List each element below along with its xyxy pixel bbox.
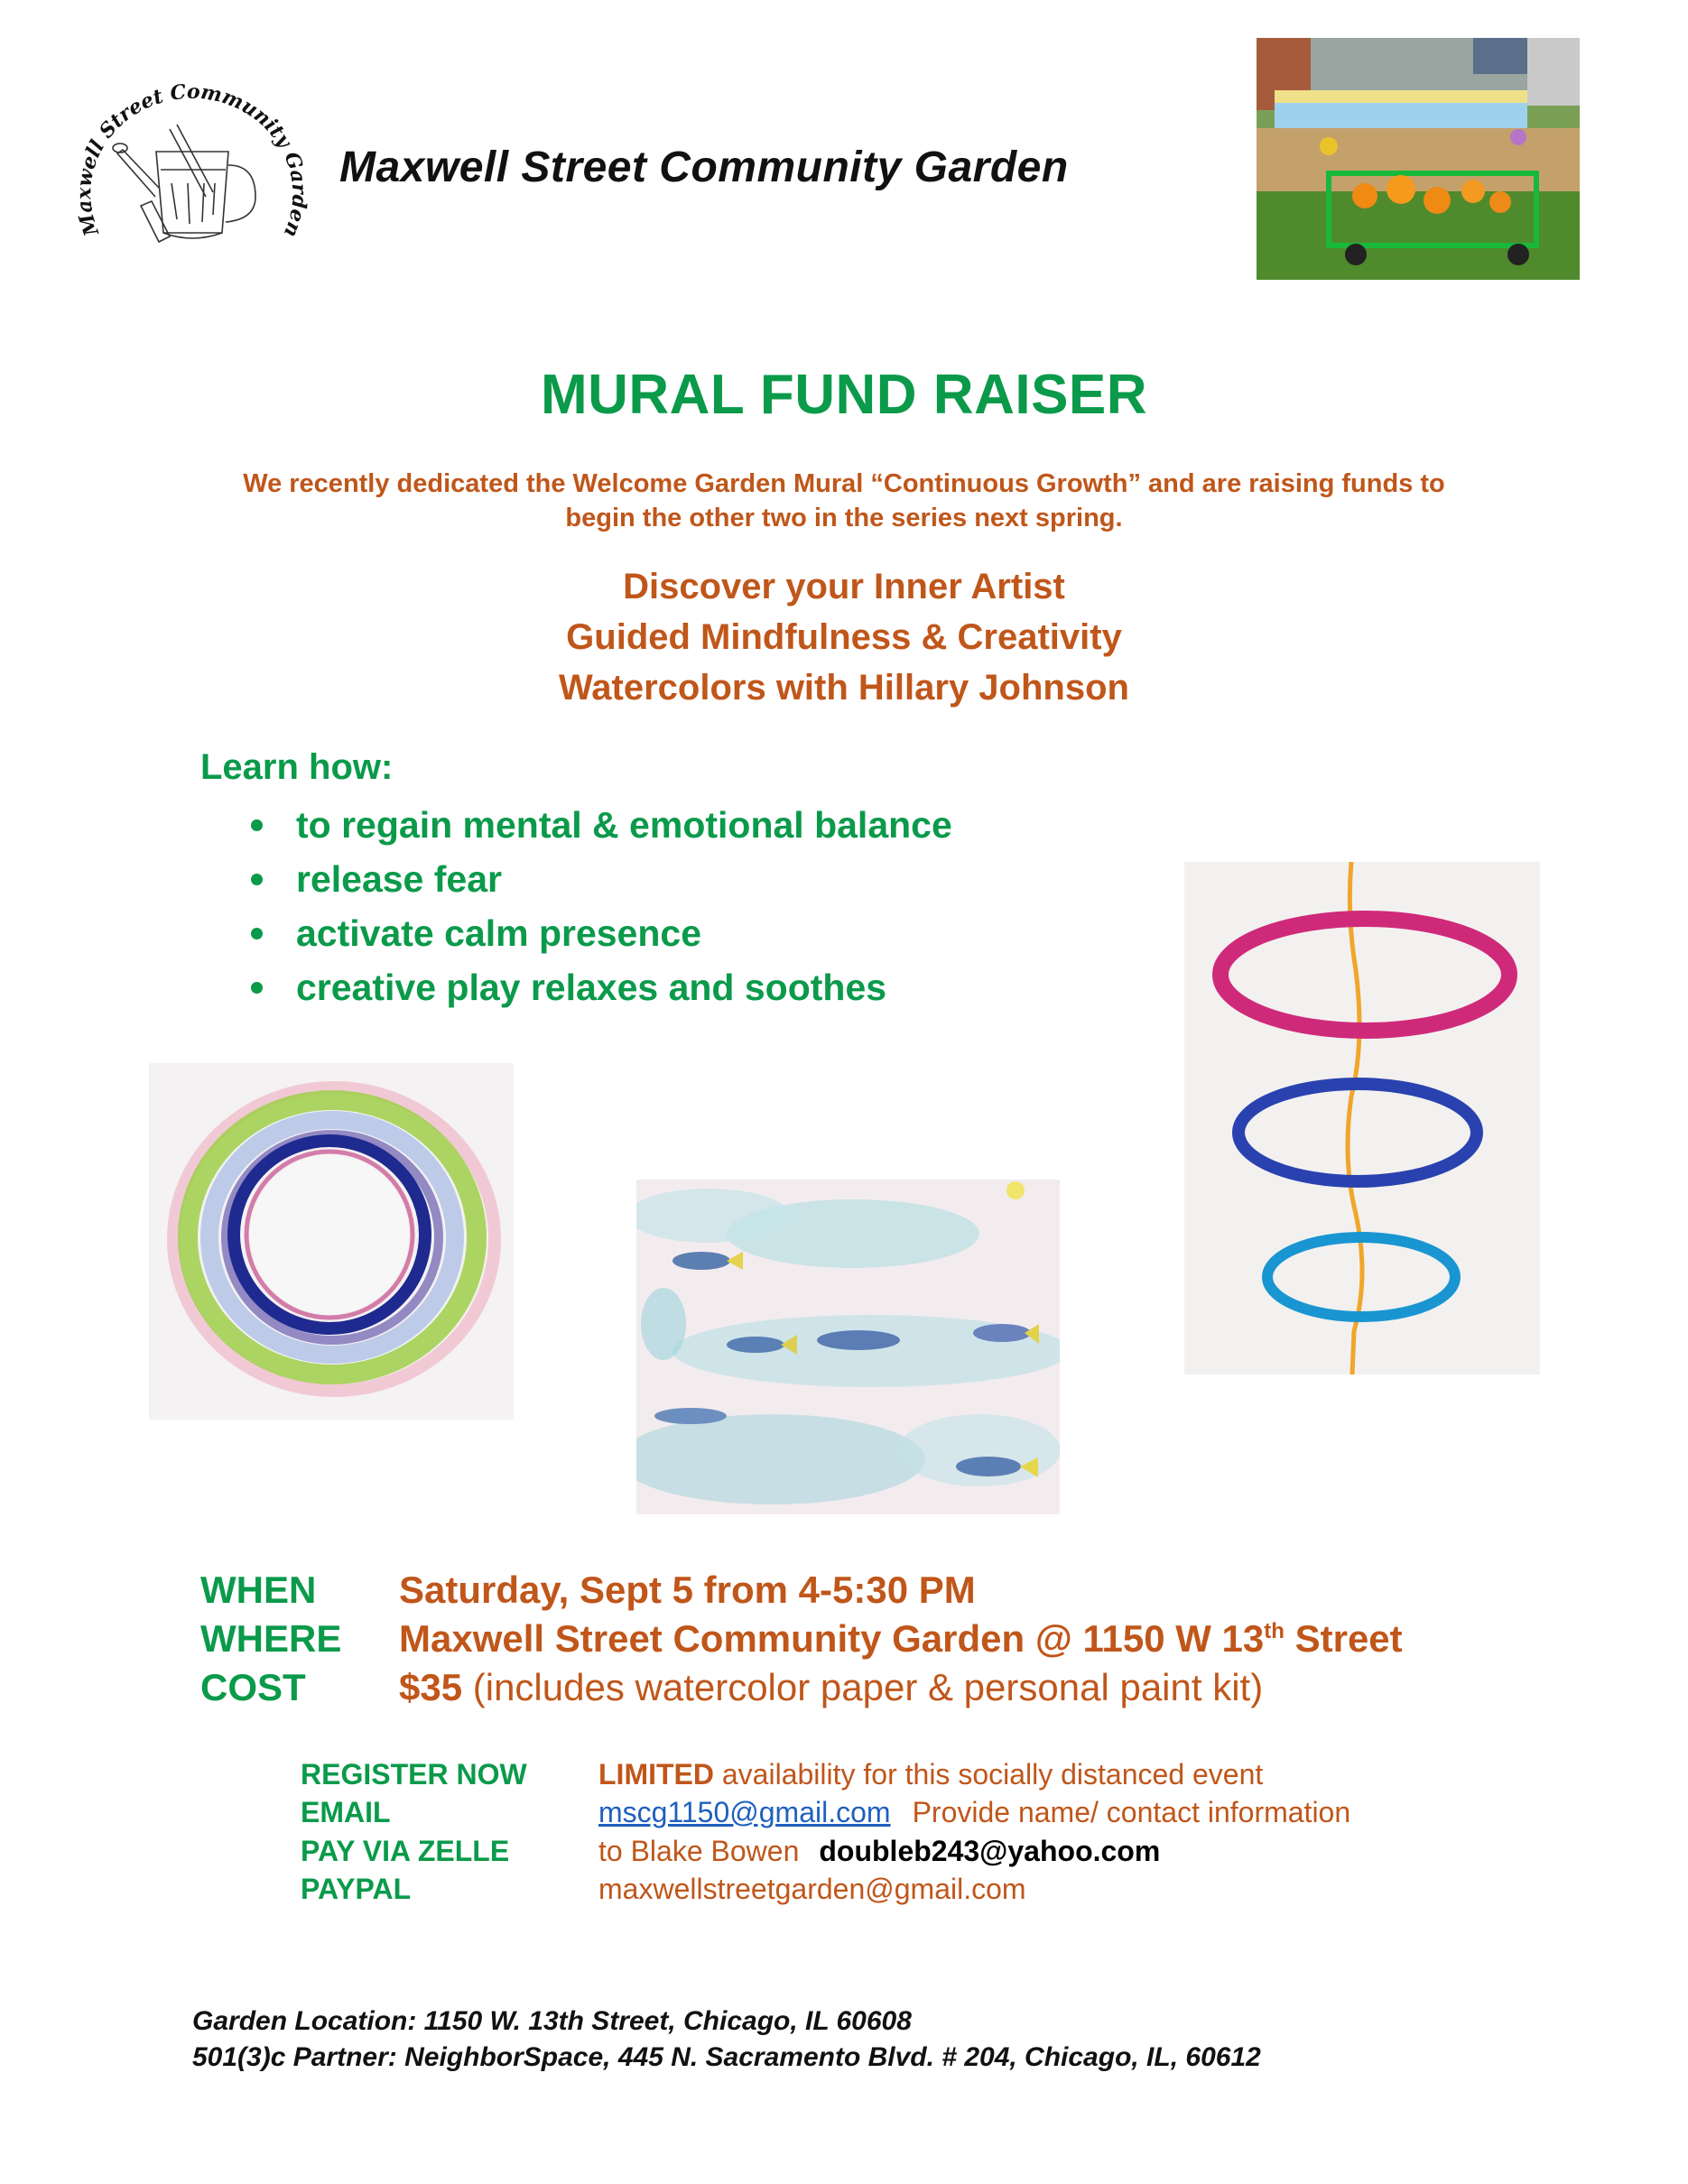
bullet-icon xyxy=(251,928,263,939)
tagline-mindfulness: Guided Mindfulness & Creativity xyxy=(566,617,1122,657)
when-label: WHEN xyxy=(200,1569,317,1611)
bullet-icon xyxy=(251,819,263,831)
footer-partner: 501(3)c Partner: NeighborSpace, 445 N. Sacramento Blvd. # 204, Chicago, IL, 60612 xyxy=(192,2042,1261,2072)
footer-location: Garden Location: 1150 W. 13th Street, Chicago, IL 60608 xyxy=(192,2006,912,2036)
watercolor-ovals-painting xyxy=(1184,862,1540,1374)
email-value: mscg1150@gmail.com Provide name/ contact information xyxy=(598,1796,1351,1828)
organization-name: Maxwell Street Community Garden xyxy=(339,143,1069,191)
svg-text:Maxwell Street Community Garde xyxy=(72,80,311,241)
list-item: to regain mental & emotional balance xyxy=(244,798,952,852)
list-item: creative play relaxes and soothes xyxy=(244,960,952,1014)
paypal-email: maxwellstreetgarden@gmail.com xyxy=(598,1873,1026,1905)
cost-label: COST xyxy=(200,1666,306,1708)
logo-ring-text: Maxwell Street Community Garden xyxy=(72,79,311,241)
watercolor-fish-painting xyxy=(636,1180,1060,1514)
where-value: Maxwell Street Community Garden @ 1150 W 13th Street xyxy=(399,1617,1403,1660)
learn-list xyxy=(244,798,952,1014)
register-value: LIMITED availability for this socially distanced event xyxy=(598,1758,1264,1791)
where-label: WHERE xyxy=(200,1617,342,1660)
bullet-icon xyxy=(251,982,263,994)
learn-heading: Learn how: xyxy=(200,747,394,787)
zelle-value: to Blake Bowen doubleb243@yahoo.com xyxy=(598,1835,1161,1867)
zelle-label: PAY VIA ZELLE xyxy=(301,1835,510,1867)
cost-value: $35 (includes watercolor paper & personal paint kit) xyxy=(399,1666,1264,1708)
email-link[interactable]: mscg1150@gmail.com xyxy=(598,1796,891,1828)
list-item: release fear xyxy=(244,852,952,906)
watercolor-circle-painting xyxy=(149,1063,514,1420)
intro-text: We recently dedicated the Welcome Garden Mural “Continuous Growth” and are raising funds to begin the other two in the series next spring. xyxy=(243,469,1445,532)
register-label: REGISTER NOW xyxy=(301,1758,527,1791)
email-label: EMAIL xyxy=(301,1796,391,1828)
event-title: MURAL FUND RAISER xyxy=(540,364,1148,426)
bullet-icon xyxy=(251,874,263,885)
tagline-watercolors: Watercolors with Hillary Johnson xyxy=(559,668,1129,708)
when-value: Saturday, Sept 5 from 4-5:30 PM xyxy=(399,1569,976,1611)
garden-logo xyxy=(70,52,323,273)
paypal-label: PAYPAL xyxy=(301,1873,412,1905)
list-item: activate calm presence xyxy=(244,906,952,960)
tagline-discover: Discover your Inner Artist xyxy=(623,567,1065,606)
garden-mural-photo xyxy=(1257,38,1580,280)
